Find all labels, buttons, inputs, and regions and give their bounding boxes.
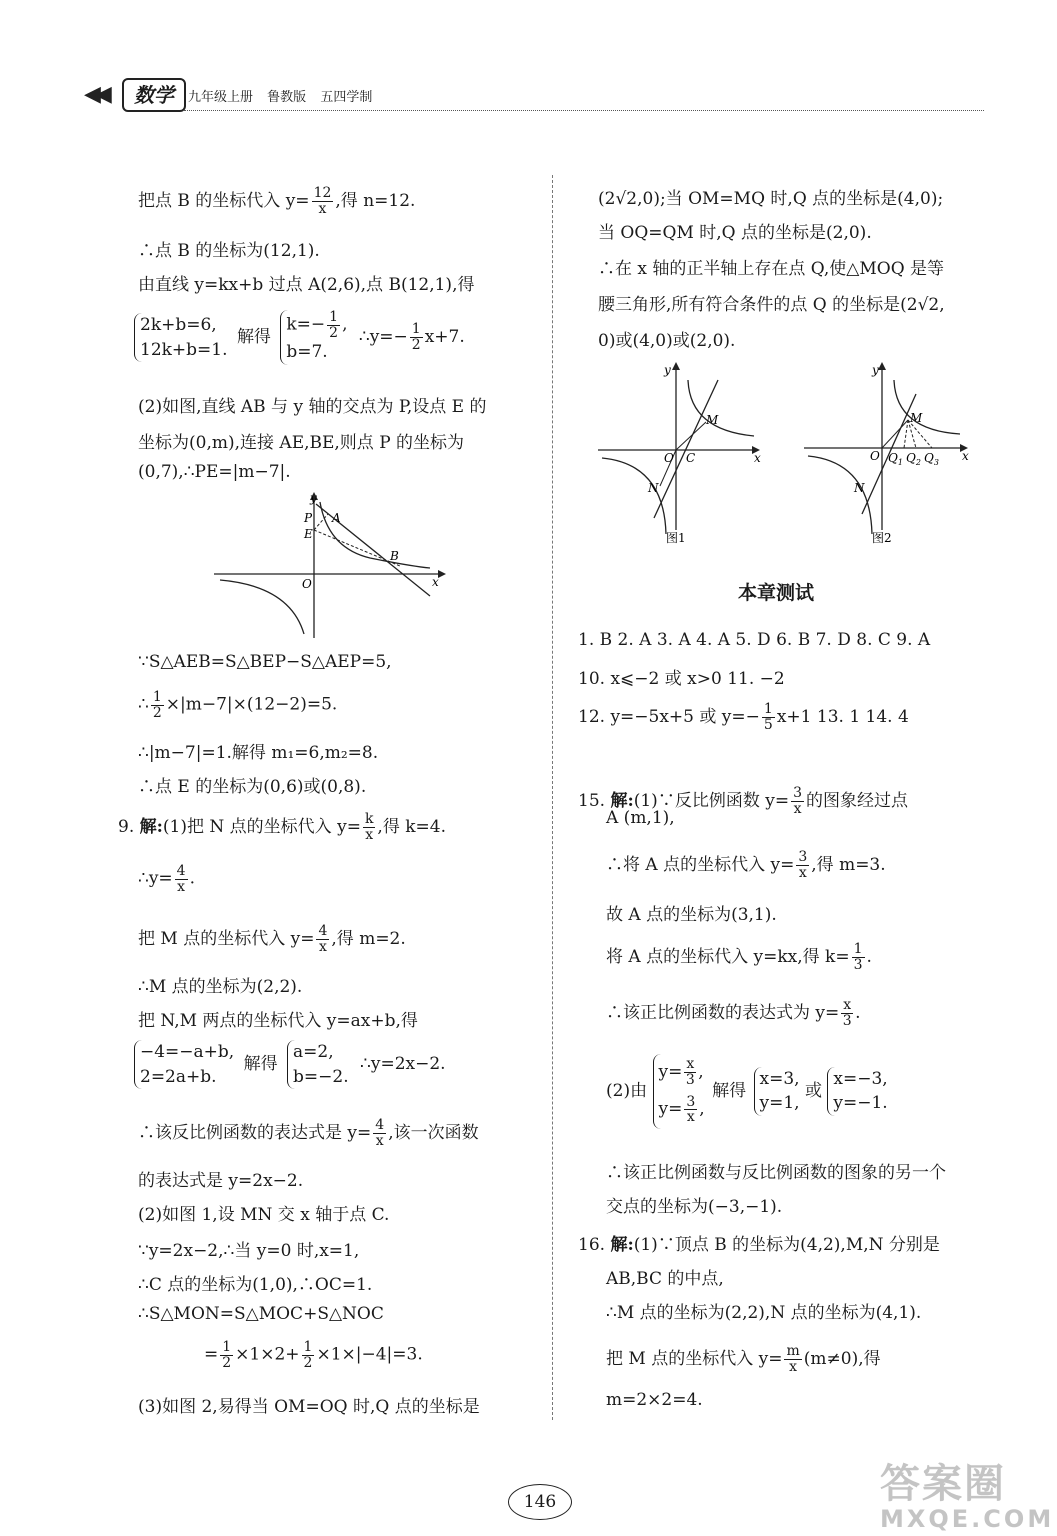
left-line-1: 把点 B 的坐标代入 y= $\frac{12}{x}$ ,得 n=12. — [138, 185, 416, 217]
equation-system-1: 2k+b=6, 12k+b=1. 解得 k=− $\frac{1}{2}$ , b=7. ∴y=− $\frac{1}{2}$ x+7. — [134, 310, 465, 365]
left-line-8: ∵S△AEB=S△BEP−S△AEP=5, — [138, 652, 392, 672]
header-rule — [184, 110, 984, 111]
question-9-line-3: 把 M 点的坐标代入 y= $\frac{4}{x}$ ,得 m=2. — [138, 923, 406, 955]
label-o: O — [870, 449, 880, 463]
answers-line-3: 12. y=−5x+5 或 y=− $\frac{1}{5}$ x+1 13. 1 14. 4 — [578, 701, 909, 733]
hyperbola-q3 — [602, 458, 666, 534]
answers-line-2: 10. x⩽−2 或 x>0 11. −2 — [578, 669, 785, 689]
question-9-line-10: ∵y=2x−2,∴当 y=0 时,x=1, — [138, 1241, 360, 1261]
left-line-3: 由直线 y=kx+b 过点 A(2,6),点 B(12,1),得 — [138, 275, 475, 295]
label-q2: $Q_2$ — [906, 451, 921, 467]
y-axis-arrow-icon — [878, 362, 886, 370]
segment-om — [676, 422, 706, 450]
equation-system-2: −4=−a+b, 2=2a+b. 解得 a=2, b=−2. ∴y=2x−2. — [134, 1040, 446, 1089]
figure-1 — [594, 358, 770, 546]
hyperbola-q3 — [220, 580, 304, 634]
question-15-line-8: ∴该正比例函数与反比例函数的图象的另一个 — [606, 1163, 946, 1183]
question-15-line-9: 交点的坐标为(−3,−1). — [606, 1197, 783, 1217]
subject-badge: 数学 — [122, 78, 186, 112]
label-n: N — [854, 481, 865, 495]
label-q3: $Q_3$ — [924, 451, 939, 467]
equation-system-3: (2)由 y= $\frac{x}{3}$ , y= $\frac{3}{x}$ , 解得 x=3, y=1, 或 x=−3, y=−1. — [606, 1054, 888, 1129]
header-info — [188, 86, 382, 105]
right-line-4: 腰三角形,所有符合条件的点 Q 的坐标是(2√2, — [598, 295, 945, 315]
question-9-line-8: 的表达式是 y=2x−2. — [138, 1171, 304, 1191]
label-x: x — [432, 575, 439, 589]
question-16-line-1: 16. 解:(1)∵顶点 B 的坐标为(4,2),M,N 分别是 — [578, 1235, 940, 1255]
question-9-line-5: 把 N,M 两点的坐标代入 y=ax+b,得 — [138, 1011, 418, 1031]
question-9-line-11: ∴C 点的坐标为(1,0),∴OC=1. — [138, 1275, 373, 1295]
label-m: M — [706, 413, 719, 427]
right-line-5: 0)或(4,0)或(2,0). — [598, 331, 736, 351]
question-9-line-1: 9. 解:(1)把 N 点的坐标代入 y= $\frac{k}{x}$ ,得 k=4. — [118, 811, 446, 843]
answers-line-1: 1. B 2. A 3. A 4. A 5. D 6. B 7. D 8. C 9. A — [578, 630, 931, 650]
question-9-line-4: ∴M 点的坐标为(2,2). — [138, 977, 303, 997]
page-header — [84, 78, 984, 114]
question-9-line-14: (3)如图 2,易得当 OM=OQ 时,Q 点的坐标是 — [138, 1397, 480, 1417]
question-16-line-4: 把 M 点的坐标代入 y= $\frac{m}{x}$ (m≠0),得 — [606, 1343, 881, 1375]
question-16-line-5: m=2×2=4. — [606, 1390, 703, 1410]
right-line-1: (2√2,0);当 OM=MQ 时,Q 点的坐标是(4,0); — [598, 189, 944, 209]
right-line-3: ∴在 x 轴的正半轴上存在点 Q,使△MOQ 是等 — [598, 259, 945, 279]
segment-om — [882, 420, 908, 448]
label-n: N — [648, 481, 659, 495]
label-m: M — [910, 411, 923, 425]
watermark — [880, 1452, 1055, 1533]
left-line-5: (2)如图,直线 AB 与 y 轴的交点为 P,设点 E 的 — [138, 397, 487, 417]
label-q1: $Q_1$ — [888, 451, 903, 467]
label-p: P — [304, 511, 313, 525]
label-c: C — [686, 451, 696, 465]
left-line-7: (0,7),∴PE=|m−7|. — [138, 462, 291, 482]
line-mn — [654, 380, 718, 518]
label-o: O — [302, 577, 312, 591]
question-16-line-3: ∴M 点的坐标为(2,2),N 点的坐标为(4,1). — [606, 1303, 922, 1323]
hyperbola-q1 — [688, 380, 754, 436]
question-15-line-2: A (m,1), — [606, 808, 675, 828]
label-y: y — [310, 491, 317, 505]
page-number: 146 — [508, 1484, 572, 1520]
figure-2-caption: 图2 — [872, 531, 892, 545]
left-graph — [210, 488, 450, 640]
left-line-9: ∴ $\frac{1}{2}$ ×|m−7|×(12−2)=5. — [138, 689, 338, 721]
hyperbola-q3 — [808, 456, 872, 534]
label-x: x — [962, 449, 969, 463]
watermark-logo: 答案圈 — [880, 1461, 1006, 1507]
header-system: 五四学制 — [320, 90, 373, 105]
question-15-line-3: ∴将 A 点的坐标代入 y= $\frac{3}{x}$ ,得 m=3. — [606, 849, 886, 881]
question-9-line-2: ∴y= $\frac{4}{x}$ . — [138, 863, 195, 895]
figure-2 — [800, 358, 976, 546]
label-b: B — [390, 549, 399, 563]
header-edition: 鲁教版 — [267, 90, 307, 105]
question-15-line-5: 将 A 点的坐标代入 y=kx,得 k= $\frac{1}{3}$ . — [606, 941, 872, 973]
question-9-line-12: ∴S△MON=S△MOC+S△NOC — [138, 1304, 384, 1324]
right-line-2: 当 OQ=QM 时,Q 点的坐标是(2,0). — [598, 223, 872, 243]
label-e: E — [304, 527, 313, 541]
left-line-2: ∴点 B 的坐标为(12,1). — [138, 241, 320, 261]
question-15-line-1: 15. 解:(1)∵反比例函数 y= $\frac{3}{x}$ 的图象经过点 — [578, 785, 908, 817]
y-axis-arrow-icon — [672, 362, 680, 370]
label-a: A — [332, 511, 341, 525]
label-x: x — [754, 451, 761, 465]
question-9-line-13: = $\frac{1}{2}$ ×1×2+ $\frac{1}{2}$ ×1×|−4|=3. — [204, 1339, 423, 1371]
label-y: y — [872, 363, 879, 377]
question-16-line-2: AB,BC 的中点, — [606, 1269, 724, 1289]
figure-1-caption: 图1 — [666, 531, 686, 545]
left-line-10: ∴|m−7|=1.解得 m₁=6,m₂=8. — [138, 743, 379, 763]
back-arrows-icon: ◀◀ — [84, 82, 106, 107]
question-9-line-7: ∴该反比例函数的表达式是 y= $\frac{4}{x}$ ,该一次函数 — [138, 1117, 479, 1149]
label-o: O — [664, 451, 674, 465]
hyperbola-q1 — [894, 380, 960, 434]
x-axis-arrow-icon — [438, 570, 446, 578]
question-15-line-4: 故 A 点的坐标为(3,1). — [606, 905, 777, 925]
label-y: y — [664, 363, 671, 377]
left-line-6: 坐标为(0,m),连接 AE,BE,则点 P 的坐标为 — [138, 433, 465, 453]
left-line-11: ∴点 E 的坐标为(0,6)或(0,8). — [138, 777, 367, 797]
question-15-line-6: ∴该正比例函数的表达式为 y= $\frac{x}{3}$ . — [606, 997, 861, 1029]
column-divider — [552, 175, 553, 1420]
section-title: 本章测试 — [738, 582, 815, 604]
watermark-site: MXQE.COM — [880, 1505, 1055, 1533]
question-9-line-9: (2)如图 1,设 MN 交 x 轴于点 C. — [138, 1205, 390, 1225]
header-grade: 九年级上册 — [188, 90, 254, 105]
